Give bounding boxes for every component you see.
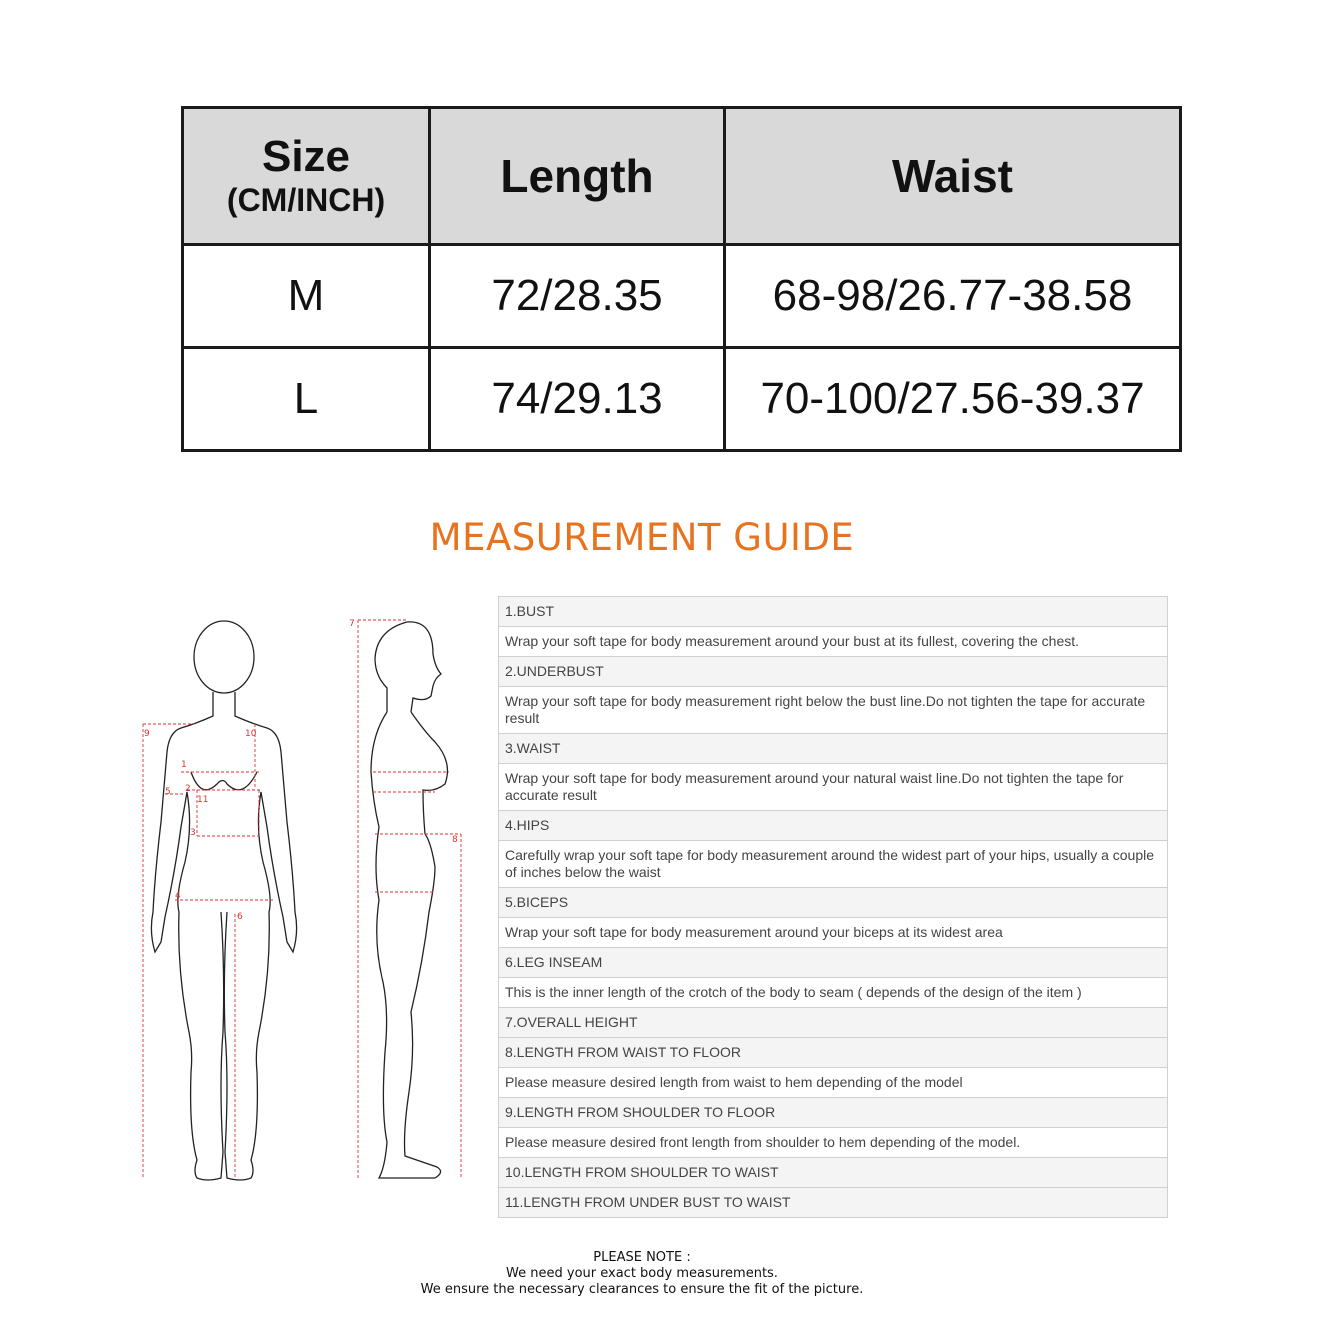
guide-description: Please measure desired front length from shoulder to hem depending of the model.	[499, 1128, 1167, 1158]
table-row	[183, 348, 1181, 451]
front-body-figure	[151, 621, 296, 1180]
size-table-header-row	[183, 108, 1181, 245]
guide-description: Wrap your soft tape for body measurement around your natural waist line.Do not tighten the tape for accurate result	[499, 764, 1167, 811]
guide-heading: 9.LENGTH FROM SHOULDER TO FLOOR	[499, 1098, 1167, 1128]
guide-description: Wrap your soft tape for body measurement around your bust at its fullest, covering the chest.	[499, 627, 1167, 657]
guide-description: Please measure desired length from waist to hem depending of the model	[499, 1068, 1167, 1098]
size-table	[181, 106, 1182, 452]
length-cell: 74/29.13	[430, 348, 725, 451]
size-header-unit: (CM/INCH)	[226, 182, 386, 218]
waist-cell: 68-98/26.77-38.58	[725, 245, 1181, 348]
guide-heading: 10.LENGTH FROM SHOULDER TO WAIST	[499, 1158, 1167, 1188]
note-title: PLEASE NOTE :	[593, 1250, 691, 1265]
guide-description: This is the inner length of the crotch of the body to seam ( depends of the design of the item )	[499, 978, 1167, 1008]
guide-heading: 1.BUST	[499, 597, 1167, 627]
front-measure-lines	[143, 724, 275, 1178]
guide-heading: 8.LENGTH FROM WAIST TO FLOOR	[499, 1038, 1167, 1068]
side-body-figure	[371, 622, 447, 1178]
guide-description: Wrap your soft tape for body measurement around your biceps at its widest area	[499, 918, 1167, 948]
guide-heading: 5.BICEPS	[499, 888, 1167, 918]
guide-heading: 3.WAIST	[499, 734, 1167, 764]
length-cell: 72/28.35	[430, 245, 725, 348]
label-11: 11	[197, 795, 209, 805]
label-9: 9	[144, 729, 150, 739]
label-1: 1	[181, 760, 187, 770]
label-6: 6	[237, 912, 243, 922]
guide-title: MEASUREMENT GUIDE	[429, 516, 855, 559]
measurement-guide-list	[498, 596, 1168, 1218]
guide-heading: 4.HIPS	[499, 811, 1167, 841]
body-measurement-figures	[135, 612, 475, 1187]
guide-description: Carefully wrap your soft tape for body measurement around the widest part of your hips, usually a couple of inches below the waist	[499, 841, 1167, 888]
label-7: 7	[349, 619, 355, 629]
side-measure-lines	[358, 620, 461, 1178]
label-8: 8	[452, 835, 458, 845]
label-4: 4	[175, 891, 181, 901]
guide-heading: 11.LENGTH FROM UNDER BUST TO WAIST	[499, 1188, 1167, 1218]
label-2: 2	[185, 784, 191, 794]
guide-description: Wrap your soft tape for body measurement right below the bust line.Do not tighten the tape for accurate result	[499, 687, 1167, 734]
size-cell: L	[183, 348, 430, 451]
note-line-1: We need your exact body measurements.	[506, 1266, 778, 1281]
guide-heading: 7.OVERALL HEIGHT	[499, 1008, 1167, 1038]
guide-heading: 6.LEG INSEAM	[499, 948, 1167, 978]
length-header: Length	[430, 108, 725, 245]
size-header-label: Size	[261, 132, 351, 181]
guide-heading: 2.UNDERBUST	[499, 657, 1167, 687]
waist-cell: 70-100/27.56-39.37	[725, 348, 1181, 451]
size-cell: M	[183, 245, 430, 348]
please-note	[0, 1250, 1284, 1298]
label-3: 3	[190, 828, 196, 838]
note-line-2: We ensure the necessary clearances to ensure the fit of the picture.	[420, 1282, 864, 1297]
size-header	[183, 108, 430, 245]
label-5: 5	[165, 787, 171, 797]
side-measure-numbers	[349, 619, 458, 845]
table-row	[183, 245, 1181, 348]
label-10: 10	[245, 729, 257, 739]
waist-header: Waist	[725, 108, 1181, 245]
